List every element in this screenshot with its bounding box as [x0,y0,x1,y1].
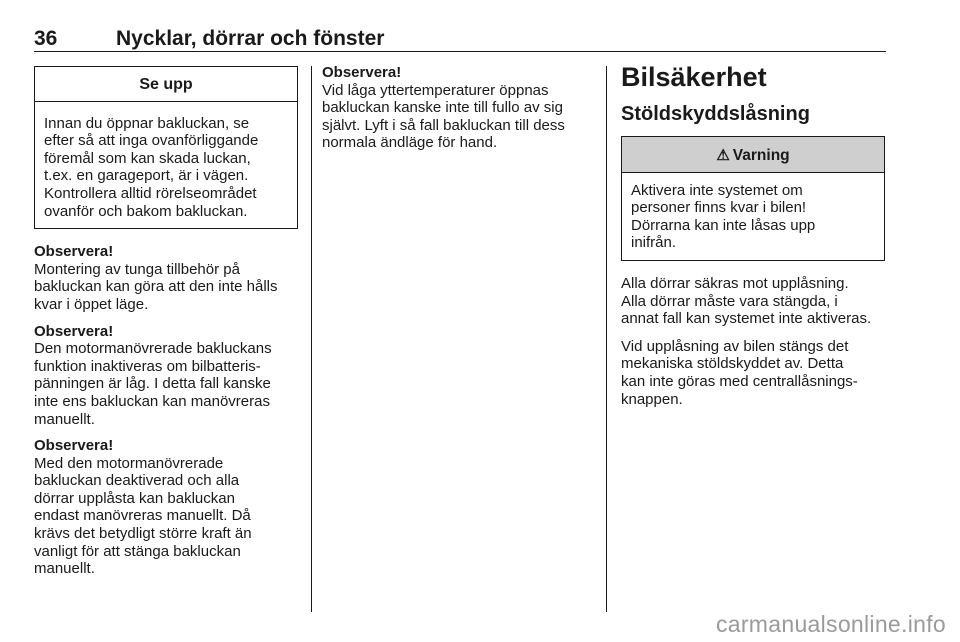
left-column [34,66,298,578]
warning-box [621,136,885,261]
watermark: carmanualsonline.info [715,611,946,637]
warning-box-text: Aktivera inte systemet om personer finns kvar i bilen! Dörrarna kan inte låsas upp inifrån. [631,181,816,252]
page-number: 36 [34,27,58,50]
note-manual-operation [34,437,298,578]
paragraph: Alla dörrar säkras mot upplåsning. Alla dörrar måste vara stängda, i annat fall kan systemet inte aktiveras. [621,274,872,328]
warning-box-title: Varning [732,147,790,164]
note-text: Montering av tunga tillbehör på bakluckan kan göra att den inte hålls kvar i öppet läge. [34,260,278,313]
caution-box-text: Innan du öppnar bakluckan, se efter så att inga ovanförliggande föremål som kan skada luckan, t.ex. en garageport, är i vägen. Kontrollera alltid rörelseområdet ovanför och bakom bakluckan. [44,114,259,220]
subsection-title: Stöldskyddslåsning [621,103,810,125]
caution-box [34,66,298,229]
right-column [621,62,885,408]
section-title: Bilsäkerhet [621,62,767,92]
note-text: Vid låga yttertemperaturer öppnas bakluckan kanske inte till fullo av sig självt. Lyft i så fall bakluckan till dess normala ändläge för hand. [322,81,565,152]
caution-box-title: Se upp [35,67,297,102]
chapter-title: Nycklar, dörrar och fönster [116,27,385,50]
note-low-battery [34,323,298,429]
note-title: Observera! [34,437,114,455]
note-title: Observera! [34,322,114,340]
note-title: Observera! [34,243,114,261]
column-divider-left [311,66,312,612]
note-title: Observera! [322,64,402,81]
page-header [34,27,886,52]
note-heavy-accessories [34,243,298,313]
paragraph: Vid upplåsning av bilen stängs det mekaniska stöldskyddet av. Detta kan inte göras med centrallåsnings- knappen. [621,337,858,408]
middle-column [322,64,592,152]
note-low-temperature [322,64,592,152]
warning-triangle-icon: ⚠ [716,147,730,164]
column-divider-right [606,66,607,612]
note-text: Den motormanövrerade bakluckans funktion inaktiveras om bilbatteris- pänningen är låg. I detta fall kanske inte ens bakluckan kan manövreras manuellt. [34,340,272,428]
warning-box-header [622,137,884,173]
note-text: Med den motormanövrerade bakluckan deaktiverad och alla dörrar upplåsta kan bakluckan endast manövreras manuellt. Då krävs det betydligt större kraft än vanligt för att stänga bakluckan manuellt. [34,454,252,578]
